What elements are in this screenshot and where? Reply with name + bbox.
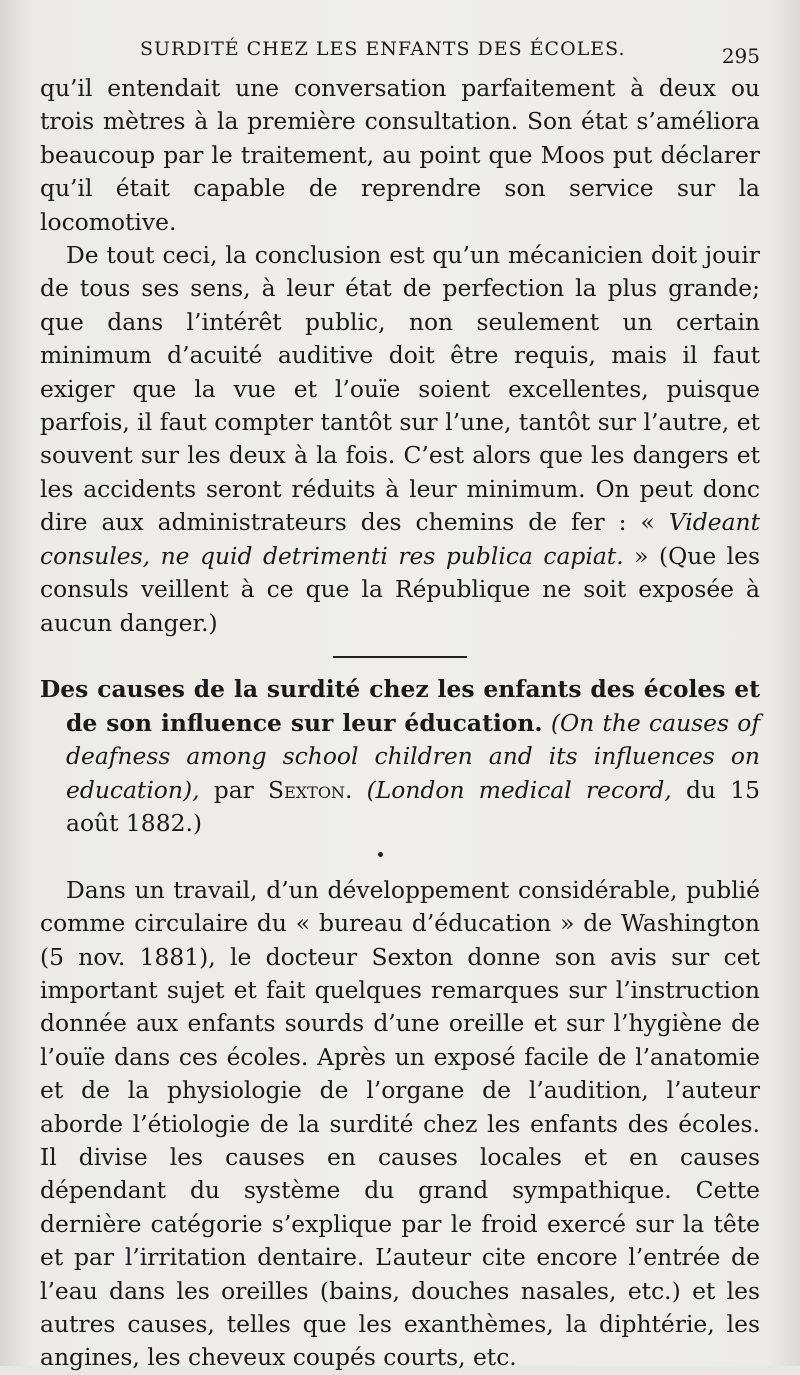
separator-rule — [333, 656, 467, 658]
conclusion-text: De tout ceci, la conclusion est qu’un mécanicien doit jouir de tous ses sens, à leur état de perfection la plus grande; que dans l’intérêt public, non seulement un certain minimum d’acuité auditive doit être requis, mais il faut exiger que la vue et l’ouïe soient excellentes, puisque parfois, il faut compter tantôt sur l’une, tantôt sur l’autre, et souvent sur les deux à la fois. C’est alors que les dangers et les accidents seront réduits à leur minimum. On peut donc dire aux administrateurs des chemins de fer : « — [40, 241, 760, 537]
latin-quote: Videant consules, ne quid detrimenti res publica capiat. — [40, 508, 760, 570]
source-journal: (London medical record, — [366, 775, 672, 804]
article-heading — [40, 673, 760, 840]
dot-separator — [40, 840, 760, 873]
author-punct: . — [344, 775, 367, 804]
page-body — [40, 72, 760, 1375]
paragraph-continuation: qu’il entendait une conversation parfaitement à deux ou trois mètres à la première consultation. Son état s’améliora beaucoup par le traitement, au point que Moos put déclarer qu’il était capable de reprendre son service sur la locomotive. — [40, 74, 760, 236]
page-header — [0, 30, 800, 70]
separator-dot — [378, 852, 383, 857]
paragraph-summary: Dans un travail, d’un développement considérable, publié comme circulaire du « bureau d’éducation » de Washington (5 nov. 1881), le docteur Sexton donne son avis sur cet important sujet et fait quelques remarques sur l’instruction donnée aux enfants sourds d’une oreille et sur l’hygiène de l’ouïe dans ces écoles. Après un exposé facile de l’anatomie et de la physiologie de l’organe de l’audition, l’auteur aborde l’étiologie de la surdité chez les enfants des écoles. Il divise les causes en causes locales et en causes dépendant du système du grand sympathique. Cette dernière catégorie s’explique par le froid exercé sur la tête et par l’irritation dentaire. L’auteur cite encore l’entrée de l’eau dans les oreilles (bains, douches nasales, etc.) et les autres causes, telles que les exanthèmes, la diphtérie, les angines, les cheveux coupés courts, etc. — [40, 875, 760, 1372]
source-date: du 15 août 1882.) — [66, 775, 760, 837]
by-word: par — [199, 775, 269, 804]
english-title: (On the causes of deafness among school children and its influences on education), — [66, 708, 761, 804]
section-separator — [40, 640, 760, 673]
conclusion-translation: » (Que les consuls veillent à ce que la République ne soit exposée à aucun danger.) — [40, 541, 761, 637]
paragraph-conclusion — [40, 239, 760, 640]
running-title: SURDITÉ CHEZ LES ENFANTS DES ÉCOLES. — [140, 38, 626, 60]
author-name: Sexton — [268, 775, 345, 804]
article-title: Des causes de la surdité chez les enfants des écoles et de son influence sur leur éducation. — [40, 675, 760, 737]
page-number: 295 — [721, 44, 760, 68]
